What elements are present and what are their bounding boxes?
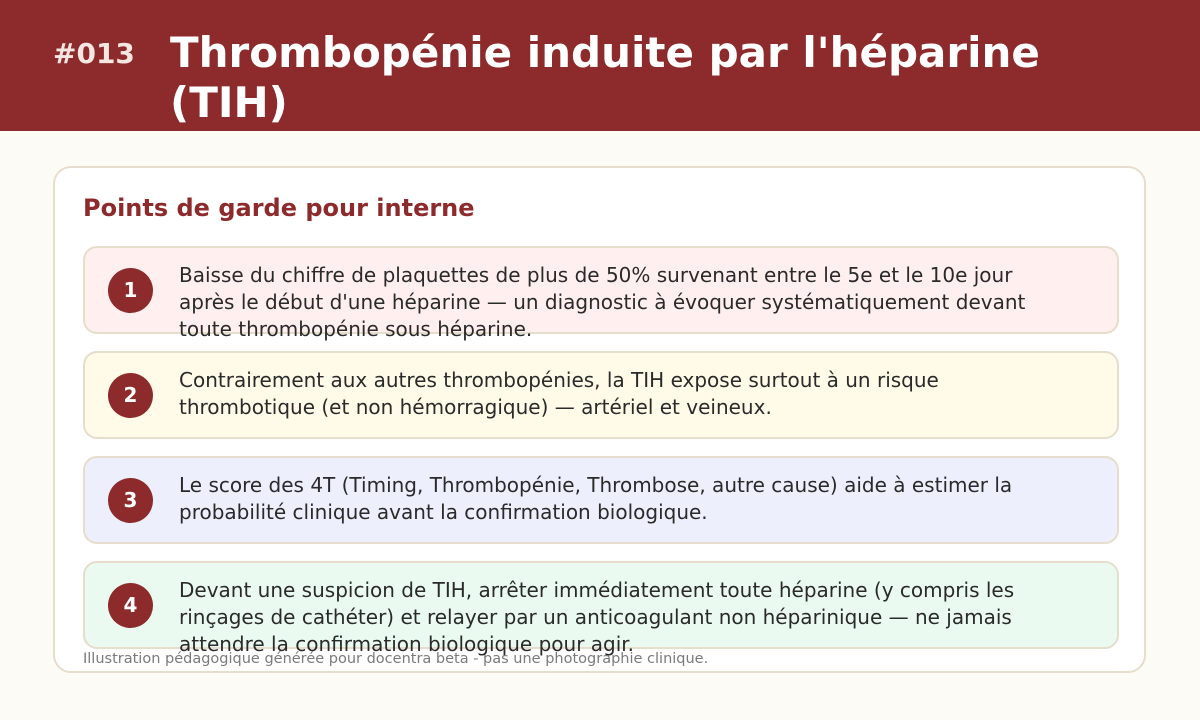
key-point-3 — [83, 456, 1119, 544]
case-number: #013 — [53, 37, 135, 70]
key-point-4 — [83, 561, 1119, 656]
page-header — [0, 0, 1200, 131]
point-number-badge: 4 — [108, 583, 153, 628]
point-number-badge: 2 — [108, 373, 153, 418]
key-point-2 — [83, 351, 1119, 439]
key-point-1 — [83, 246, 1119, 341]
point-text: Baisse du chiffre de plaquettes de plus de 50% survenant entre le 5e et le 10e jour après le début d'une héparine — un diagnostic à évoquer systématiquement devant toute thrombopénie sous héparine. — [179, 263, 1026, 341]
card-heading: Points de garde pour interne — [83, 194, 475, 222]
point-text: Le score des 4T (Timing, Thrombopénie, Thrombose, autre cause) aide à estimer la probabilité clinique avant la confirmation biologique. — [179, 473, 1013, 524]
page-title: Thrombopénie induite par l'héparine (TIH) — [170, 28, 1040, 127]
point-number-badge: 1 — [108, 268, 153, 313]
point-text: Contrairement aux autres thrombopénies, la TIH expose surtout à un risque thrombotique (et non hémorragique) — artériel et veineux. — [179, 368, 939, 419]
key-points-card — [53, 166, 1146, 673]
disclaimer-footer: Illustration pédagogique générée pour docentra beta - pas une photographie clinique. — [83, 651, 709, 667]
point-number-badge: 3 — [108, 478, 153, 523]
point-text: Devant une suspicion de TIH, arrêter immédiatement toute héparine (y compris les rinçages de cathéter) et relayer par un anticoagulant non héparinique — ne jamais attendre la confirmation biologique pour agir. — [179, 578, 1015, 656]
